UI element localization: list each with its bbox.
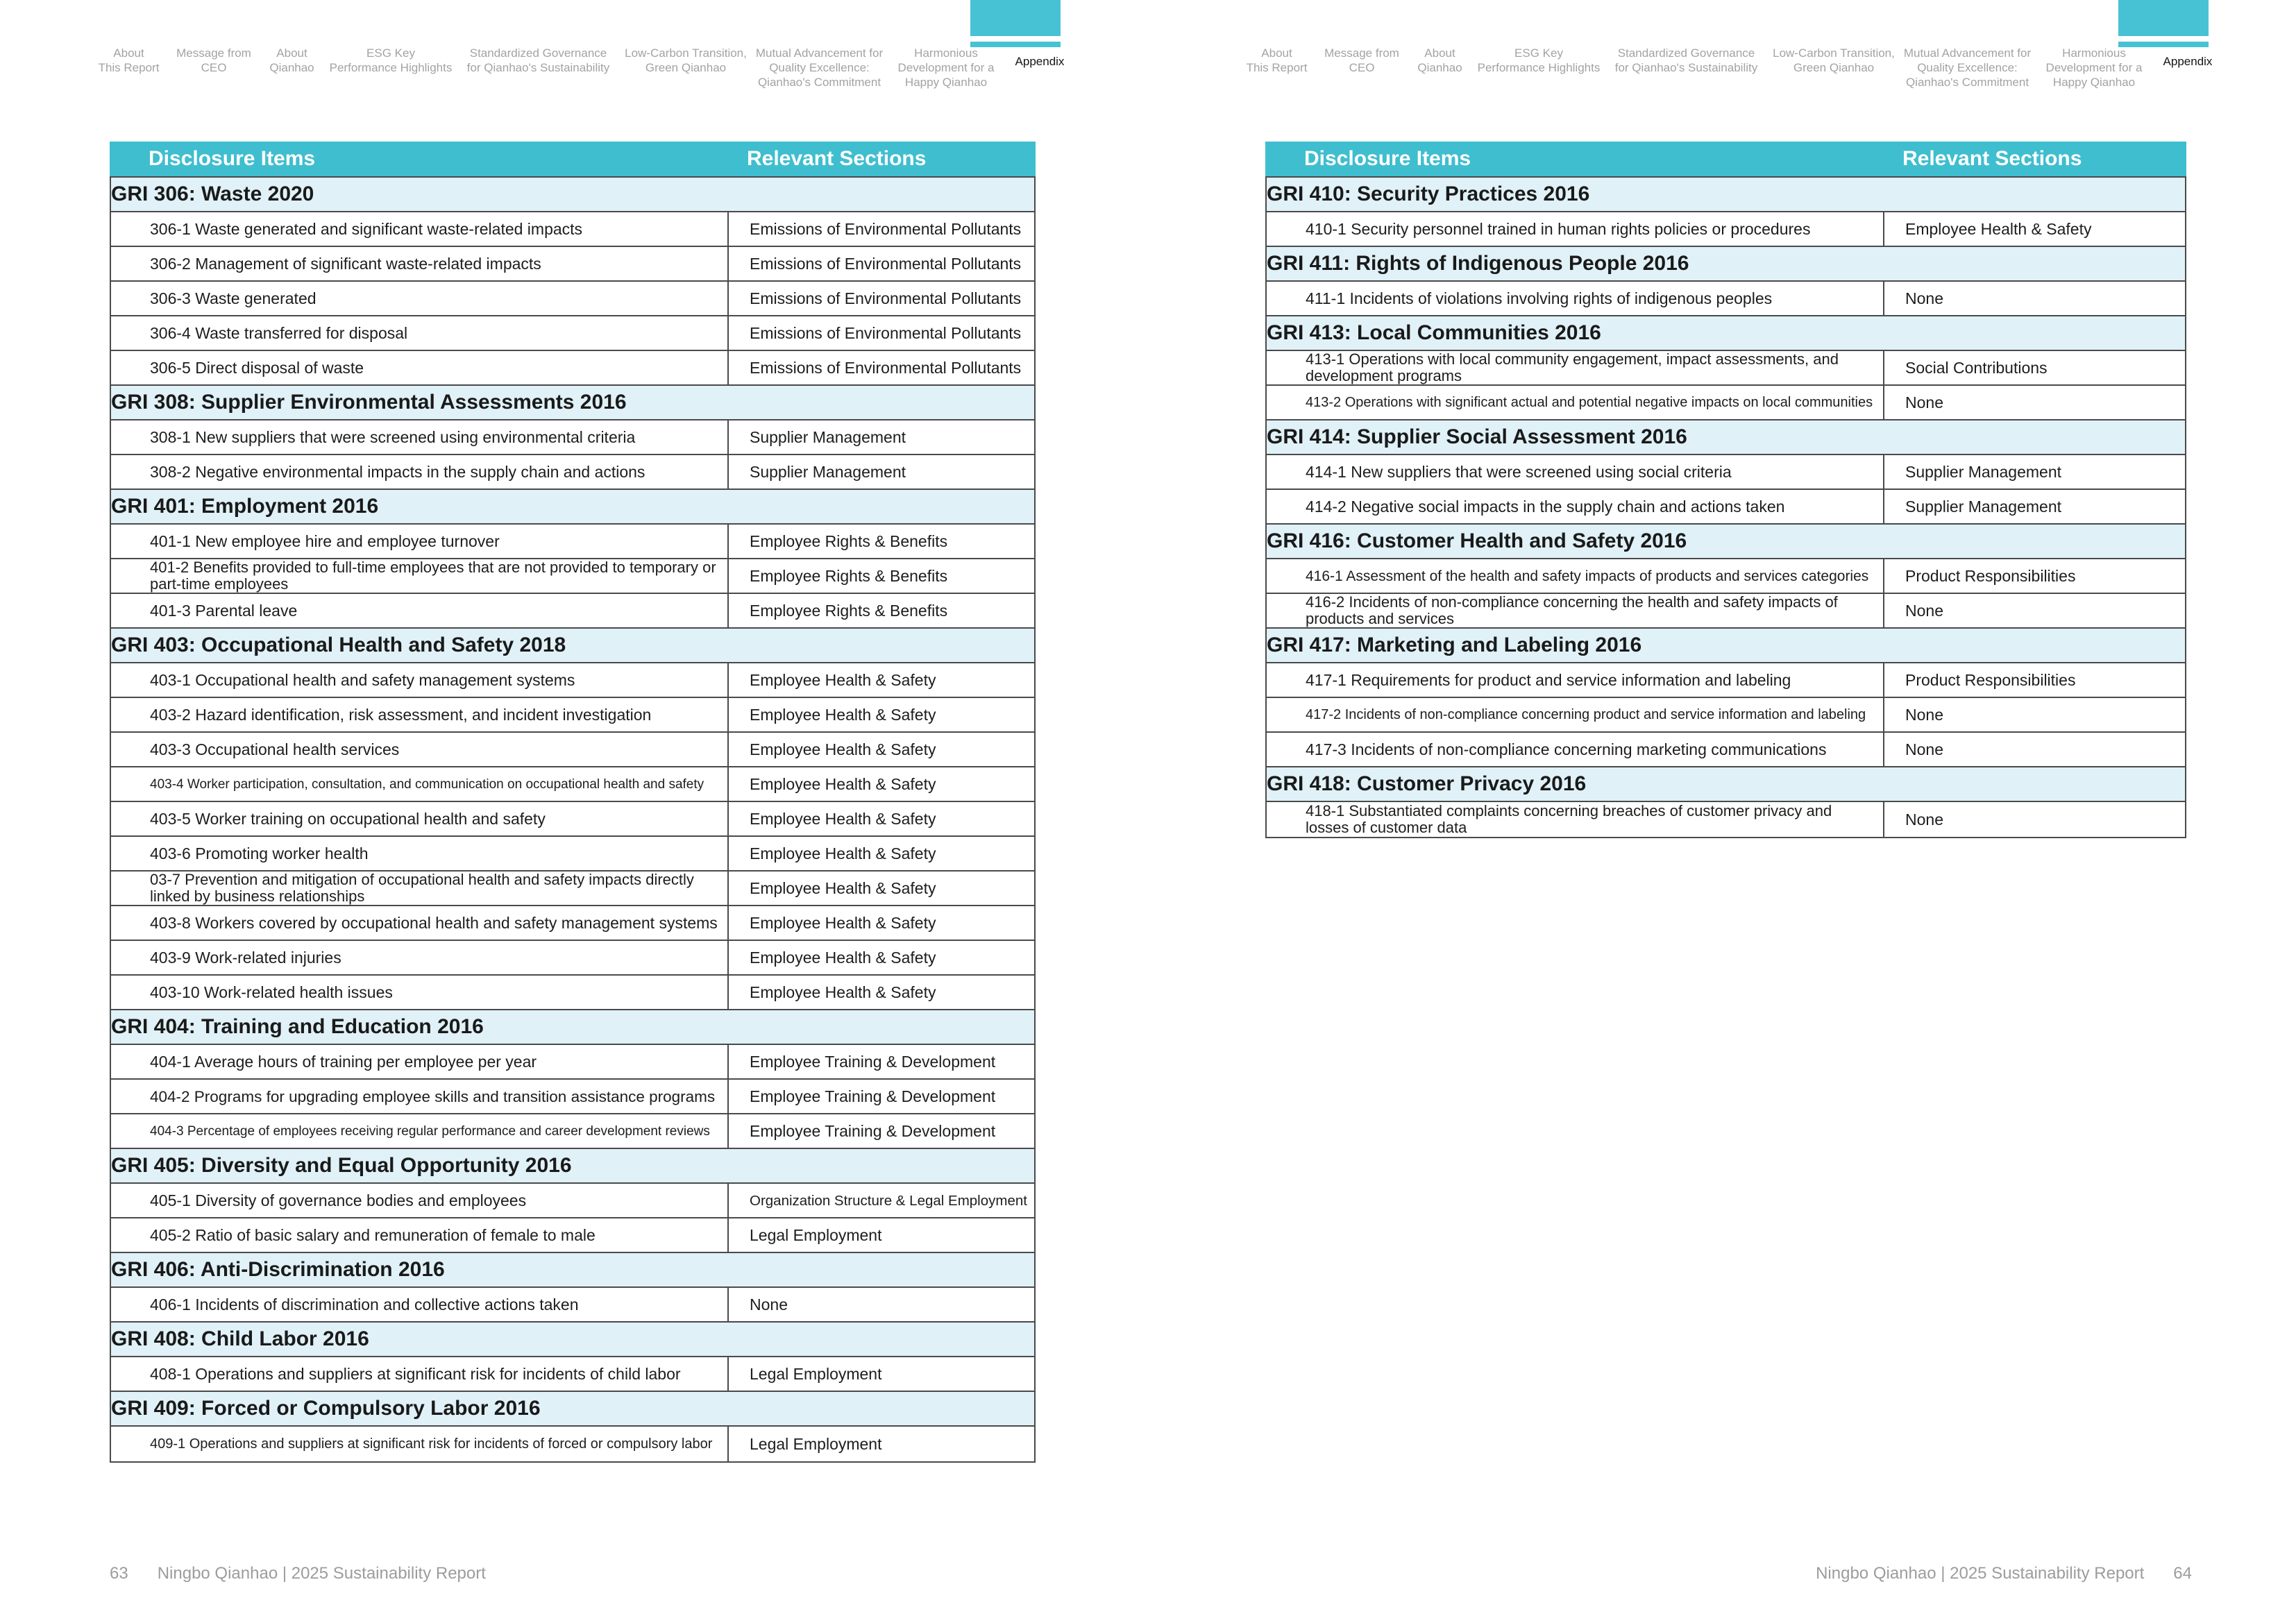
relevant-section-text: None — [1905, 740, 1943, 758]
relevant-section-text: Employee Health & Safety — [750, 809, 936, 828]
table-row — [1267, 351, 2185, 386]
nav-item-low-carbon-transition-green-qianhao[interactable]: Low-Carbon Transition, Green Qianhao — [1773, 46, 1895, 74]
disclosure-item-text: 306-1 Waste generated and significant waste-related impacts — [150, 219, 583, 238]
disclosure-item-text: 416-2 Incidents of non-compliance concerning the health and safety impacts of products and services — [1306, 594, 1838, 627]
section-header-row — [1267, 525, 2185, 559]
disclosure-item-cell — [111, 247, 727, 280]
disclosure-item-cell — [111, 1114, 727, 1148]
active-tab-marker — [970, 0, 1061, 47]
relevant-section-cell — [1883, 733, 2185, 766]
relevant-section-text: None — [1905, 601, 1943, 620]
relevant-section-text: Employee Training & Development — [750, 1087, 996, 1105]
nav-item-about-qianhao[interactable]: About Qianhao — [1417, 46, 1462, 74]
relevant-section-cell — [727, 837, 1034, 870]
relevant-section-text: Emissions of Environmental Pollutants — [750, 289, 1022, 307]
relevant-section-cell — [727, 316, 1034, 350]
disclosure-item-cell — [111, 594, 727, 627]
page-footer — [110, 1564, 486, 1583]
section-title: GRI 401: Employment 2016 — [111, 495, 379, 518]
table-row — [1267, 594, 2185, 629]
relevant-section-text: Employee Health & Safety — [750, 878, 936, 897]
nav-item-standardized-governance-for-qianhao-s-sustainability[interactable]: Standardized Governance for Qianhao's Sustainability — [1614, 46, 1758, 74]
relevant-section-cell — [727, 1288, 1034, 1321]
disclosure-item-cell — [111, 455, 727, 488]
disclosure-item-text: 404-2 Programs for upgrading employee skills and transition assistance programs — [150, 1087, 716, 1105]
disclosure-item-text: 417-1 Requirements for product and service information and labeling — [1306, 670, 1791, 689]
disclosure-item-text: 410-1 Security personnel trained in human rights policies or procedures — [1306, 219, 1811, 238]
section-header-row — [1267, 420, 2185, 455]
disclosure-item-cell — [111, 733, 727, 766]
relevant-section-text: Employee Training & Development — [750, 1121, 996, 1140]
section-header-row — [111, 178, 1034, 212]
relevant-section-cell — [727, 455, 1034, 488]
table-row — [111, 212, 1034, 247]
disclosure-item-cell — [1267, 386, 1883, 419]
relevant-section-text: None — [750, 1295, 788, 1314]
disclosure-item-cell — [111, 767, 727, 801]
disclosure-item-cell — [1267, 282, 1883, 315]
disclosure-item-cell — [111, 837, 727, 870]
relevant-section-text: Supplier Management — [1905, 497, 2062, 516]
relevant-section-cell — [727, 247, 1034, 280]
relevant-section-cell — [727, 941, 1034, 974]
disclosure-item-text: 401-3 Parental leave — [150, 601, 298, 620]
disclosure-item-cell — [111, 1427, 727, 1461]
nav-item-about-qianhao[interactable]: About Qianhao — [269, 46, 314, 74]
relevant-section-text: Employee Health & Safety — [750, 983, 936, 1001]
table-row — [111, 316, 1034, 351]
table-row — [1267, 663, 2185, 698]
disclosure-item-text: 414-2 Negative social impacts in the supply chain and actions taken — [1306, 497, 1785, 516]
table-header-row — [110, 142, 1036, 176]
nav-item-about-this-report[interactable]: About This Report — [1246, 46, 1308, 74]
relevant-section-text: Employee Health & Safety — [1905, 219, 2092, 238]
relevant-section-text: Emissions of Environmental Pollutants — [750, 323, 1022, 342]
nav-item-appendix[interactable]: Appendix — [1015, 55, 1065, 68]
section-header-row — [111, 1010, 1034, 1045]
disclosure-item-cell — [111, 663, 727, 697]
table-row — [1267, 802, 2185, 837]
active-tab-marker-block — [2118, 0, 2209, 36]
table-body — [1265, 176, 2186, 838]
relevant-section-cell — [1883, 802, 2185, 837]
section-title: GRI 306: Waste 2020 — [111, 182, 314, 205]
disclosure-item-cell — [1267, 594, 1883, 627]
table-row — [111, 1427, 1034, 1461]
relevant-section-cell — [727, 282, 1034, 315]
section-header-row — [1267, 629, 2185, 663]
relevant-section-cell — [1883, 663, 2185, 697]
nav-item-about-this-report[interactable]: About This Report — [98, 46, 160, 74]
page-number: 64 — [2173, 1564, 2192, 1583]
disclosure-item-text: 403-5 Worker training on occupational health and safety — [150, 809, 546, 828]
relevant-section-cell — [1883, 559, 2185, 593]
disclosure-item-text: 406-1 Incidents of discrimination and collective actions taken — [150, 1295, 579, 1314]
disclosure-item-text: 418-1 Substantiated complaints concerning breaches of customer privacy and losses of customer data — [1306, 802, 1832, 836]
nav-item-message-from-ceo[interactable]: Message from CEO — [176, 46, 251, 74]
relevant-section-text: Employee Health & Safety — [750, 705, 936, 724]
disclosure-item-text: 308-2 Negative environmental impacts in the supply chain and actions — [150, 462, 645, 481]
section-header-row — [111, 1149, 1034, 1184]
relevant-section-cell — [727, 1357, 1034, 1391]
nav-item-harmonious-development-for-a-happy-qianhao[interactable]: Harmonious Development for a Happy Qianhao — [2045, 46, 2143, 89]
relevant-section-cell — [727, 351, 1034, 384]
relevant-section-text: Employee Rights & Benefits — [750, 566, 948, 585]
relevant-section-cell — [1883, 282, 2185, 315]
table-row — [111, 420, 1034, 455]
disclosure-item-text: 409-1 Operations and suppliers at significant risk for incidents of forced or compulsory labor — [150, 1436, 713, 1452]
relevant-section-text: Employee Health & Safety — [750, 844, 936, 863]
disclosure-item-text: 401-2 Benefits provided to full-time employees that are not provided to temporary or part-time employees — [150, 559, 716, 593]
table-row — [111, 1114, 1034, 1149]
section-title: GRI 411: Rights of Indigenous People 2016 — [1267, 252, 1689, 275]
disclosure-item-cell — [111, 559, 727, 593]
table-row — [1267, 559, 2185, 594]
relevant-section-cell — [727, 1114, 1034, 1148]
section-header-row — [111, 1392, 1034, 1427]
disclosure-item-text: 306-5 Direct disposal of waste — [150, 358, 364, 377]
relevant-section-text: Legal Employment — [750, 1434, 882, 1453]
disclosure-item-cell — [1267, 559, 1883, 593]
nav-item-mutual-advancement-for-quality-excellence-qianhao-s-commitment[interactable]: Mutual Advancement for Quality Excellence: Qianhao's Commitment — [755, 46, 884, 89]
table-body — [110, 176, 1036, 1463]
disclosure-item-text: 403-10 Work-related health issues — [150, 983, 393, 1001]
relevant-section-cell — [727, 1218, 1034, 1252]
section-title: GRI 417: Marketing and Labeling 2016 — [1267, 634, 1642, 656]
section-title: GRI 416: Customer Health and Safety 2016 — [1267, 529, 1687, 552]
relevant-section-cell — [1883, 351, 2185, 384]
disclosure-item-cell — [111, 212, 727, 246]
relevant-section-cell — [727, 1427, 1034, 1461]
relevant-section-cell — [727, 906, 1034, 940]
table-row — [111, 906, 1034, 941]
nav-item-harmonious-development-for-a-happy-qianhao[interactable]: Harmonious Development for a Happy Qianhao — [897, 46, 995, 89]
table-row — [111, 525, 1034, 559]
relevant-section-text: Legal Employment — [750, 1225, 882, 1244]
table-row — [1267, 282, 2185, 316]
relevant-section-text: Employee Health & Safety — [750, 740, 936, 758]
active-tab-marker-block — [970, 0, 1061, 36]
relevant-section-text: Employee Training & Development — [750, 1052, 996, 1071]
column-header-relevant-sections: Relevant Sections — [747, 147, 927, 170]
disclosure-item-text: 404-1 Average hours of training per employee per year — [150, 1052, 537, 1071]
relevant-section-cell — [727, 1080, 1034, 1113]
disclosure-item-cell — [111, 1357, 727, 1391]
relevant-section-cell — [1883, 455, 2185, 488]
relevant-section-text: Supplier Management — [1905, 462, 2062, 481]
relevant-section-text: Employee Rights & Benefits — [750, 532, 948, 550]
section-header-row — [111, 629, 1034, 663]
disclosure-item-text: 403-9 Work-related injuries — [150, 948, 341, 967]
disclosure-item-text: 413-1 Operations with local community engagement, impact assessments, and development programs — [1306, 351, 1839, 384]
disclosure-item-text: 405-1 Diversity of governance bodies and employees — [150, 1191, 527, 1209]
active-tab-marker — [2118, 0, 2209, 47]
disclosure-item-cell — [111, 1184, 727, 1217]
relevant-section-cell — [1883, 490, 2185, 523]
table-row — [111, 1357, 1034, 1392]
relevant-section-cell — [727, 1045, 1034, 1078]
disclosure-item-cell — [1267, 490, 1883, 523]
disclosure-item-cell — [1267, 802, 1883, 837]
relevant-section-cell — [727, 420, 1034, 454]
table-row — [1267, 386, 2185, 420]
disclosure-item-text: 306-3 Waste generated — [150, 289, 316, 307]
disclosure-item-text: 403-1 Occupational health and safety management systems — [150, 670, 575, 689]
nav-item-low-carbon-transition-green-qianhao[interactable]: Low-Carbon Transition, Green Qianhao — [625, 46, 747, 74]
relevant-section-cell — [727, 698, 1034, 731]
section-title: GRI 410: Security Practices 2016 — [1267, 182, 1590, 205]
disclosure-item-text: 308-1 New suppliers that were screened using environmental criteria — [150, 427, 636, 446]
disclosure-item-cell — [111, 698, 727, 731]
table-row — [111, 767, 1034, 802]
relevant-section-cell — [727, 767, 1034, 801]
table-row — [111, 663, 1034, 698]
table-row — [111, 455, 1034, 490]
table-row — [111, 1288, 1034, 1323]
relevant-section-cell — [727, 663, 1034, 697]
disclosure-item-text: 403-4 Worker participation, consultation, and communication on occupational health and safety — [150, 776, 704, 792]
disclosure-item-cell — [111, 525, 727, 558]
relevant-section-text: Employee Health & Safety — [750, 774, 936, 793]
disclosure-item-text: 411-1 Incidents of violations involving rights of indigenous peoples — [1306, 289, 1773, 307]
relevant-section-cell — [727, 1184, 1034, 1217]
disclosure-item-text: 405-2 Ratio of basic salary and remuneration of female to male — [150, 1225, 596, 1244]
disclosure-item-cell — [1267, 351, 1883, 384]
nav-item-message-from-ceo[interactable]: Message from CEO — [1324, 46, 1399, 74]
relevant-section-cell — [727, 872, 1034, 905]
section-title: GRI 409: Forced or Compulsory Labor 2016 — [111, 1397, 541, 1420]
section-header-row — [1267, 178, 2185, 212]
table-row — [111, 559, 1034, 594]
table-row — [111, 976, 1034, 1010]
nav-item-standardized-governance-for-qianhao-s-sustainability[interactable]: Standardized Governance for Qianhao's Sustainability — [466, 46, 610, 74]
disclosure-item-text: 417-2 Incidents of non-compliance concerning product and service information and labeling — [1306, 706, 1866, 722]
table-row — [111, 837, 1034, 872]
table-row — [111, 733, 1034, 767]
section-header-row — [1267, 247, 2185, 282]
relevant-section-cell — [1883, 386, 2185, 419]
relevant-section-text: Emissions of Environmental Pollutants — [750, 254, 1022, 273]
table-row — [111, 282, 1034, 316]
disclosure-item-cell — [111, 316, 727, 350]
section-title: GRI 404: Training and Education 2016 — [111, 1015, 484, 1038]
disclosure-item-cell — [111, 420, 727, 454]
nav-item-esg-key-performance-highlights[interactable]: ESG Key Performance Highlights — [1477, 46, 1601, 74]
section-title: GRI 405: Diversity and Equal Opportunity 2016 — [111, 1154, 572, 1177]
relevant-section-text: Employee Health & Safety — [750, 670, 936, 689]
nav-item-appendix[interactable]: Appendix — [2163, 55, 2213, 68]
relevant-section-cell — [1883, 698, 2185, 731]
table-row — [111, 872, 1034, 906]
section-title: GRI 418: Customer Privacy 2016 — [1267, 772, 1587, 795]
relevant-section-text: Employee Health & Safety — [750, 948, 936, 967]
relevant-section-cell — [1883, 212, 2185, 246]
disclosure-item-text: 403-8 Workers covered by occupational health and safety management systems — [150, 913, 718, 932]
section-title: GRI 308: Supplier Environmental Assessments 2016 — [111, 391, 627, 414]
disclosure-item-text: 414-1 New suppliers that were screened using social criteria — [1306, 462, 1732, 481]
table-header-row — [1265, 142, 2186, 176]
relevant-section-text: Organization Structure & Legal Employment — [750, 1192, 1027, 1209]
relevant-section-cell — [727, 976, 1034, 1009]
gri-index-table — [110, 142, 1036, 1463]
disclosure-item-cell — [111, 1080, 727, 1113]
relevant-section-text: Employee Rights & Benefits — [750, 601, 948, 620]
table-row — [1267, 455, 2185, 490]
footer-title: Ningbo Qianhao | 2025 Sustainability Report — [157, 1564, 486, 1583]
relevant-section-text: Product Responsibilities — [1905, 566, 2076, 585]
table-row — [1267, 212, 2185, 247]
table-row — [111, 802, 1034, 837]
table-row — [111, 1045, 1034, 1080]
disclosure-item-cell — [1267, 455, 1883, 488]
nav-item-esg-key-performance-highlights[interactable]: ESG Key Performance Highlights — [329, 46, 453, 74]
table-row — [111, 1184, 1034, 1218]
disclosure-item-text: 417-3 Incidents of non-compliance concerning marketing communications — [1306, 740, 1827, 758]
disclosure-item-cell — [111, 1218, 727, 1252]
relevant-section-text: Employee Health & Safety — [750, 913, 936, 932]
disclosure-item-text: 408-1 Operations and suppliers at significant risk for incidents of child labor — [150, 1364, 681, 1383]
table-row — [111, 247, 1034, 282]
relevant-section-text: Legal Employment — [750, 1364, 882, 1383]
disclosure-item-cell — [111, 351, 727, 384]
relevant-section-text: None — [1905, 393, 1943, 411]
disclosure-item-text: 306-4 Waste transferred for disposal — [150, 323, 408, 342]
section-header-row — [111, 386, 1034, 420]
table-row — [111, 698, 1034, 733]
relevant-section-cell — [727, 733, 1034, 766]
section-title: GRI 413: Local Communities 2016 — [1267, 321, 1601, 344]
relevant-section-text: None — [1905, 705, 1943, 724]
table-row — [111, 1218, 1034, 1253]
relevant-section-cell — [727, 594, 1034, 627]
section-title: GRI 406: Anti-Discrimination 2016 — [111, 1258, 445, 1281]
disclosure-item-text: 404-3 Percentage of employees receiving regular performance and career development reviews — [150, 1123, 710, 1139]
section-title: GRI 403: Occupational Health and Safety 2018 — [111, 634, 566, 656]
disclosure-item-text: 306-2 Management of significant waste-related impacts — [150, 254, 541, 273]
disclosure-item-text: 413-2 Operations with significant actual and potential negative impacts on local communities — [1306, 394, 1873, 410]
disclosure-item-cell — [111, 941, 727, 974]
top-nav — [1237, 46, 2222, 90]
column-header-relevant-sections: Relevant Sections — [1902, 147, 2082, 170]
relevant-section-text: Supplier Management — [750, 427, 906, 446]
footer-title: Ningbo Qianhao | 2025 Sustainability Report — [1816, 1564, 2145, 1583]
relevant-section-text: Emissions of Environmental Pollutants — [750, 219, 1022, 238]
disclosure-item-text: 403-3 Occupational health services — [150, 740, 400, 758]
relevant-section-text: Supplier Management — [750, 462, 906, 481]
relevant-section-cell — [727, 525, 1034, 558]
section-title: GRI 408: Child Labor 2016 — [111, 1327, 369, 1350]
table-row — [111, 351, 1034, 386]
table-row — [1267, 490, 2185, 525]
relevant-section-text: Social Contributions — [1905, 358, 2048, 377]
table-row — [1267, 733, 2185, 767]
table-row — [111, 594, 1034, 629]
relevant-section-text: Emissions of Environmental Pollutants — [750, 358, 1022, 377]
section-title: GRI 414: Supplier Social Assessment 2016 — [1267, 425, 1687, 448]
relevant-section-cell — [727, 559, 1034, 593]
relevant-section-cell — [727, 802, 1034, 835]
nav-item-mutual-advancement-for-quality-excellence-qianhao-s-commitment[interactable]: Mutual Advancement for Quality Excellence: Qianhao's Commitment — [1903, 46, 2032, 89]
disclosure-item-text: 403-2 Hazard identification, risk assessment, and incident investigation — [150, 705, 652, 724]
relevant-section-cell — [727, 212, 1034, 246]
table-row — [1267, 698, 2185, 733]
disclosure-item-text: 401-1 New employee hire and employee turnover — [150, 532, 500, 550]
gri-index-table — [1265, 142, 2186, 838]
relevant-section-cell — [1883, 594, 2185, 627]
disclosure-item-cell — [111, 906, 727, 940]
disclosure-item-cell — [1267, 698, 1883, 731]
table-row — [111, 941, 1034, 976]
page-64 — [1148, 0, 2296, 1623]
relevant-section-text: Product Responsibilities — [1905, 670, 2076, 689]
page-footer — [1816, 1564, 2192, 1583]
relevant-section-text: None — [1905, 810, 1943, 829]
top-nav — [89, 46, 1074, 90]
disclosure-item-cell — [111, 282, 727, 315]
section-header-row — [111, 490, 1034, 525]
table-row — [111, 1080, 1034, 1114]
section-header-row — [1267, 316, 2185, 351]
disclosure-item-cell — [1267, 663, 1883, 697]
disclosure-item-cell — [111, 976, 727, 1009]
disclosure-item-cell — [111, 1045, 727, 1078]
disclosure-item-cell — [111, 1288, 727, 1321]
disclosure-item-text: 416-1 Assessment of the health and safety impacts of products and services categories — [1306, 568, 1869, 584]
section-header-row — [111, 1323, 1034, 1357]
section-header-row — [1267, 767, 2185, 802]
disclosure-item-text: 403-6 Promoting worker health — [150, 844, 369, 863]
relevant-section-text: None — [1905, 289, 1943, 307]
disclosure-item-cell — [111, 872, 727, 905]
disclosure-item-cell — [1267, 733, 1883, 766]
section-header-row — [111, 1253, 1034, 1288]
page-number: 63 — [110, 1564, 128, 1583]
column-header-disclosure-items: Disclosure Items — [149, 147, 316, 170]
disclosure-item-cell — [111, 802, 727, 835]
disclosure-item-text: 03-7 Prevention and mitigation of occupational health and safety impacts directly linked by business relationships — [150, 872, 694, 905]
disclosure-item-cell — [1267, 212, 1883, 246]
column-header-disclosure-items: Disclosure Items — [1304, 147, 1471, 170]
